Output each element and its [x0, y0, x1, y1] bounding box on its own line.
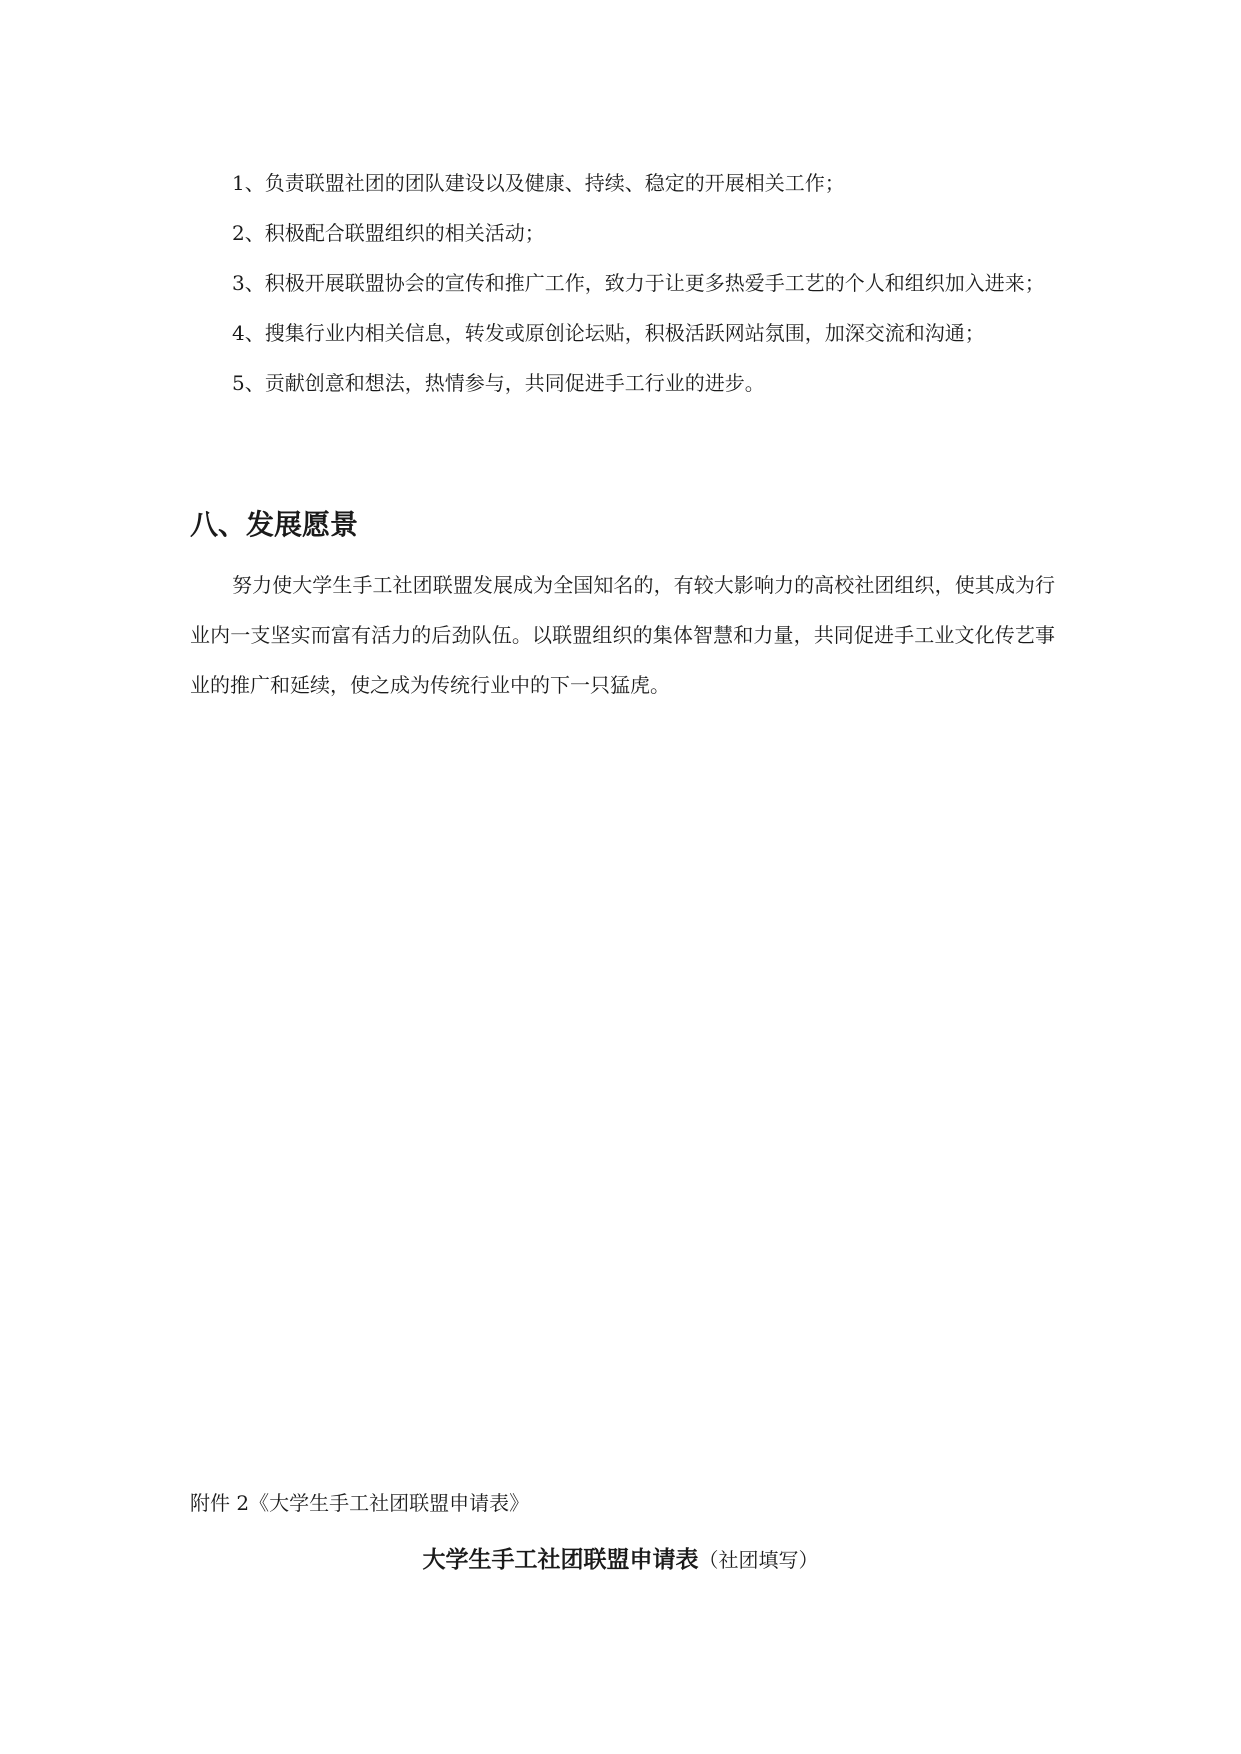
form-title — [0, 1542, 1241, 1580]
duty-list — [190, 158, 1055, 408]
duty-item-1: 1、负责联盟社团的团队建设以及健康、持续、稳定的开展相关工作； — [232, 171, 845, 195]
section-heading-vision: 八、发展愿景 — [190, 508, 359, 541]
form-title-main: 大学生手工社团联盟申请表 — [422, 1547, 699, 1573]
form-title-note: （社团填写） — [698, 1548, 819, 1572]
vision-paragraph: 努力使大学生手工社团联盟发展成为全国知名的，有较大影响力的高校社团组织，使其成为行业内一支坚实而富有活力的后劲队伍。以联盟组织的集体智慧和力量，共同促进手工业文化传艺事业的推广和延续，使之成为传统行业中的下一只猛虎。 — [190, 573, 1055, 697]
duty-item-2: 2、积极配合联盟组织的相关活动； — [232, 221, 545, 245]
attachment-label: 附件 2《大学生手工社团联盟申请表》 — [190, 1491, 530, 1515]
duty-item-4: 4、搜集行业内相关信息，转发或原创论坛贴，积极活跃网站氛围，加深交流和沟通； — [232, 321, 985, 345]
duty-item-3: 3、积极开展联盟协会的宣传和推广工作，致力于让更多热爱手工艺的个人和组织加入进来； — [232, 271, 1045, 295]
duty-item-5: 5、贡献创意和想法，热情参与，共同促进手工行业的进步。 — [232, 371, 765, 395]
